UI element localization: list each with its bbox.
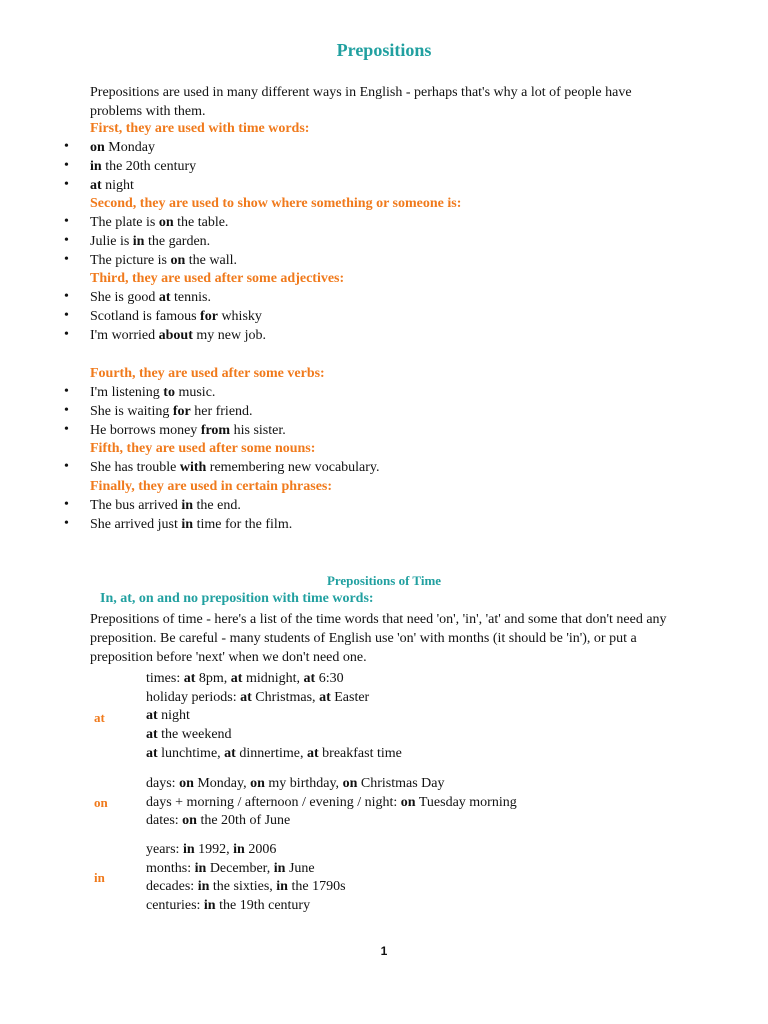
list-item-text — [90, 498, 241, 514]
preposition: at — [90, 177, 102, 193]
bullet-icon: • — [64, 214, 69, 229]
list-item-text — [90, 215, 228, 231]
example-text: centuries: — [146, 898, 204, 914]
page-number: 1 — [380, 944, 388, 958]
section-heading: Second, they are used to show where something or someone is: — [90, 196, 462, 211]
example-text: midnight, — [242, 671, 304, 686]
preposition-examples — [146, 775, 517, 831]
section-heading: Finally, they are used in certain phrases: — [90, 479, 333, 494]
preposition-examples — [146, 670, 402, 764]
bullet-icon: • — [64, 402, 69, 418]
example-text: Easter — [330, 689, 370, 705]
list-item-text — [90, 517, 292, 533]
list-item-text — [90, 423, 286, 439]
preposition-label: on — [94, 795, 108, 810]
list-item-text — [90, 234, 210, 250]
bullet-icon: • — [64, 139, 69, 154]
bullet-icon: • — [64, 232, 69, 248]
preposition: to — [163, 385, 175, 400]
preposition: at — [319, 689, 331, 705]
list-item-text — [90, 404, 253, 420]
preposition: for — [172, 403, 191, 419]
bullet-icon: • — [64, 289, 69, 304]
example-text: dates: — [146, 813, 183, 829]
example-line — [146, 670, 402, 689]
example-text: the 19th century — [215, 898, 311, 914]
item-text-before: The plate is — [90, 215, 159, 230]
preposition: about — [158, 327, 193, 343]
preposition: at — [146, 727, 158, 743]
section-heading: Fifth, they are used after some nouns: — [90, 441, 316, 456]
section-heading: First, they are used with time words: — [90, 121, 310, 136]
example-line — [146, 860, 346, 879]
example-text: breakfast time — [318, 745, 402, 761]
page-title: Prepositions — [336, 40, 432, 60]
list-item-text — [90, 140, 155, 156]
example-line — [146, 745, 402, 764]
example-line — [146, 726, 402, 745]
preposition: at — [158, 290, 171, 305]
preposition: at — [303, 671, 316, 686]
list-item-text — [90, 328, 266, 344]
list-item-text — [90, 290, 211, 306]
preposition: in — [90, 158, 102, 174]
item-text-before: The picture is — [90, 252, 171, 268]
example-text: Christmas, — [251, 689, 320, 705]
preposition: on — [158, 215, 174, 230]
list-item-text — [90, 178, 134, 194]
bullet-icon: • — [64, 307, 69, 323]
item-text-after: the 20th century — [101, 158, 197, 174]
preposition: in — [233, 842, 245, 857]
example-text: December, — [206, 860, 274, 876]
preposition: for — [200, 308, 218, 324]
preposition: in — [181, 516, 194, 532]
bullet-icon: • — [64, 251, 69, 267]
item-text-after: whisky — [217, 308, 262, 324]
preposition: at — [224, 745, 236, 761]
example-line — [146, 775, 517, 794]
item-text-after: the wall. — [185, 252, 237, 268]
item-text-after: night — [101, 177, 134, 193]
bullet-icon: • — [64, 326, 69, 342]
time-section-subheading: In, at, on and no preposition with time words: — [100, 591, 374, 606]
preposition: at — [230, 671, 243, 686]
preposition: on — [179, 776, 194, 791]
preposition: from — [200, 422, 231, 438]
section-heading: Fourth, they are used after some verbs: — [90, 366, 325, 381]
preposition: on — [90, 140, 105, 155]
example-line — [146, 897, 346, 916]
item-text-after: music. — [174, 385, 216, 400]
bullet-icon: • — [64, 157, 69, 173]
item-text-after: the end. — [193, 498, 241, 513]
preposition: on — [170, 252, 186, 268]
item-text-after: Monday — [104, 140, 155, 155]
intro-paragraph: Prepositions are used in many different ways in English - perhaps that's why a lot of people have problems with them. — [90, 85, 632, 119]
item-text-after: the garden. — [144, 233, 211, 249]
example-text: days + morning / afternoon / evening / night: — [146, 794, 401, 810]
preposition: on — [182, 813, 197, 829]
example-text: holiday periods: — [146, 689, 241, 705]
item-text-after: her friend. — [190, 403, 253, 419]
example-text: lunchtime, — [157, 745, 225, 761]
bullet-icon: • — [64, 459, 69, 474]
bullet-icon: • — [64, 515, 69, 531]
example-text: days: — [146, 776, 180, 791]
item-text-after: the table. — [173, 215, 229, 230]
preposition-label: at — [94, 710, 105, 725]
item-text-before: She is good — [90, 290, 159, 305]
preposition: in — [132, 233, 145, 249]
preposition: at — [146, 708, 158, 724]
example-line — [146, 878, 346, 897]
preposition: in — [182, 842, 195, 857]
example-text: 1992, — [194, 842, 234, 857]
example-text: decades: — [146, 879, 198, 895]
example-text: Christmas Day — [357, 776, 445, 791]
item-text-before: Scotland is famous — [90, 308, 201, 324]
bullet-icon: • — [64, 421, 69, 437]
bullet-icon: • — [64, 176, 69, 192]
preposition-label: in — [94, 870, 105, 885]
preposition: at — [183, 671, 196, 686]
section-heading: Third, they are used after some adjectives: — [90, 271, 345, 286]
preposition: on — [250, 776, 265, 791]
list-item-text — [90, 309, 262, 325]
example-text: times: — [146, 671, 184, 686]
preposition: at — [307, 745, 319, 761]
example-text: the 1790s — [287, 879, 346, 895]
example-text: 6:30 — [315, 671, 344, 686]
preposition: with — [179, 460, 207, 475]
item-text-before: She has trouble — [90, 460, 180, 475]
example-text: years: — [146, 842, 183, 857]
list-item-text — [90, 159, 196, 175]
item-text-before: I'm worried — [90, 327, 159, 343]
example-text: night — [157, 708, 190, 724]
item-text-after: remembering new vocabulary. — [206, 460, 380, 475]
example-text: my birthday, — [264, 776, 343, 791]
item-text-after: time for the film. — [193, 516, 293, 532]
example-line — [146, 841, 346, 860]
item-text-before: She arrived just — [90, 516, 182, 532]
item-text-before: He borrows money — [90, 422, 201, 438]
preposition: on — [400, 794, 416, 810]
list-item-text — [90, 253, 237, 269]
example-text: 2006 — [244, 842, 277, 857]
example-text: June — [285, 860, 315, 876]
example-text: months: — [146, 860, 195, 876]
example-text: the 20th of June — [196, 813, 291, 829]
item-text-before: She is waiting — [90, 403, 173, 419]
preposition: at — [240, 689, 252, 705]
example-text: the weekend — [157, 727, 232, 743]
time-section-intro: Prepositions of time - here's a list of the time words that need 'on', 'in', 'at' and some that don't need any preposition. Be careful - many students of English use 'on' with months (it should be 'in'), or put a preposition before 'next' when we don't need one. — [90, 612, 667, 665]
bullet-icon: • — [64, 497, 69, 512]
item-text-before: Julie is — [90, 233, 133, 249]
preposition: in — [194, 860, 207, 876]
preposition: in — [197, 879, 210, 895]
example-line — [146, 707, 402, 726]
preposition: in — [276, 879, 288, 895]
example-text: dinnertime, — [235, 745, 307, 761]
item-text-before: The bus arrived — [90, 498, 182, 513]
example-line — [146, 812, 517, 831]
item-text-before: I'm listening — [90, 385, 164, 400]
example-text: Tuesday morning — [415, 794, 517, 810]
preposition: in — [273, 860, 286, 876]
item-text-after: my new job. — [192, 327, 266, 343]
example-line — [146, 689, 402, 708]
list-item-text — [90, 460, 380, 476]
preposition: in — [203, 898, 216, 914]
example-text: the sixties, — [209, 879, 277, 895]
example-line — [146, 794, 517, 813]
preposition: at — [146, 745, 158, 761]
time-section-title: Prepositions of Time — [326, 573, 442, 588]
list-item-text — [90, 385, 215, 401]
example-text: Monday, — [193, 776, 251, 791]
item-text-after: tennis. — [170, 290, 211, 305]
bullet-icon: • — [64, 384, 69, 399]
example-text: 8pm, — [195, 671, 231, 686]
item-text-after: his sister. — [230, 422, 286, 438]
preposition: on — [342, 776, 358, 791]
preposition-examples — [146, 841, 346, 916]
preposition: in — [181, 498, 194, 513]
